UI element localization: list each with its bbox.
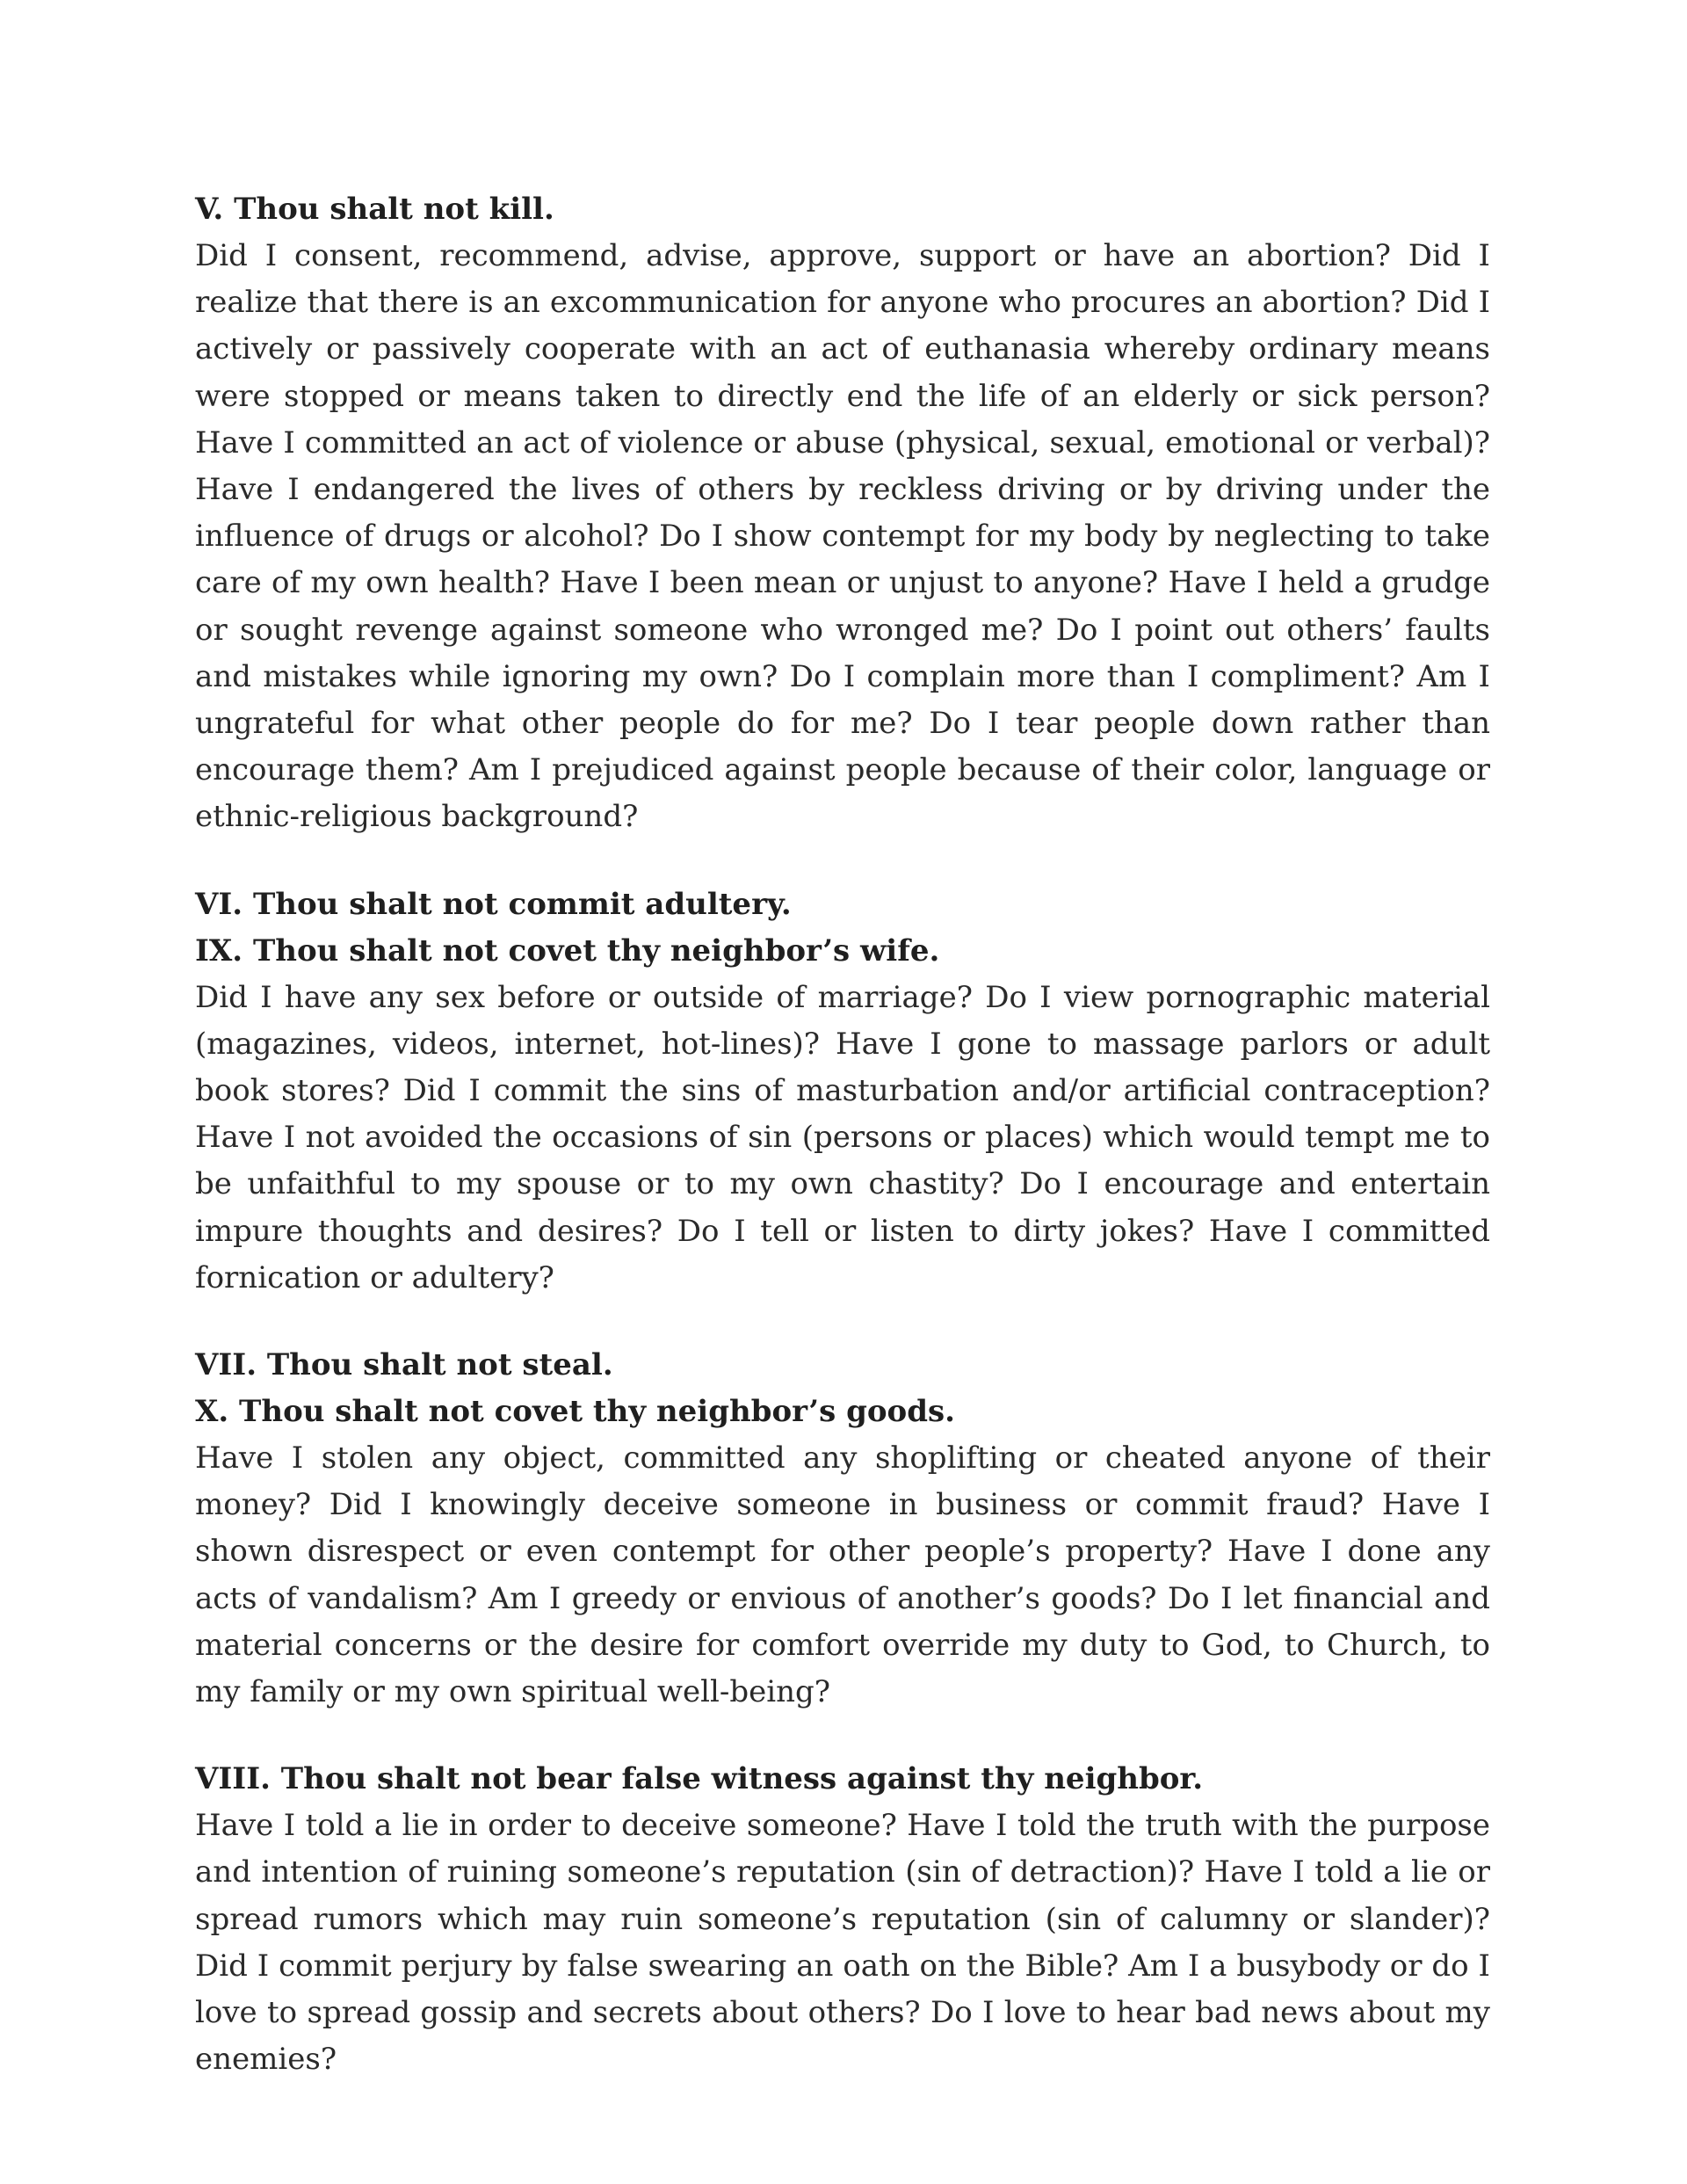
section-heading: VI. Thou shalt not commit adultery. (195, 886, 792, 922)
section-body: Have I stolen any object, committed any shoplifting or cheated anyone of their money? Did I knowingly deceive someone in business or commit fraud? Have I shown disrespect or even contempt for other people’s property? Have I done any acts of vandalism? Am I greedy or envious of another’s goods? Do I let financial and material concerns or the desire for comfort override my duty to God, to Church, to my family or my own spiritual well-being? (195, 1440, 1490, 1710)
section-fifth-commandment (195, 186, 1490, 841)
section-seventh-tenth-commandments (195, 1342, 1490, 1716)
section-body: Did I have any sex before or outside of marriage? Do I view pornographic material (magazines, videos, internet, hot-lines)? Have I gone to massage parlors or adult book stores? Did I commit the sins of masturbation and/or artificial contraception? Have I not avoided the occasions of sin (persons or places) which would tempt me to be unfaithful to my spouse or to my own chastity? Do I encourage and entertain impure thoughts and desires? Do I tell or listen to dirty jokes? Have I committed fornication or adultery? (195, 979, 1490, 1295)
section-eighth-commandment (195, 1756, 1490, 2083)
section-heading: X. Thou shalt not covet thy neighbor’s goods. (195, 1394, 955, 1430)
section-body: Have I told a lie in order to deceive someone? Have I told the truth with the purpose and intention of ruining someone’s reputation (sin of detraction)? Have I told a lie or spread rumors which may ruin someone’s reputation (sin of calumny or slander)? Did I commit perjury by false swearing an oath on the Bible? Am I a busybody or do I love to spread gossip and secrets about others? Do I love to hear bad news about my enemies? (195, 1808, 1490, 2078)
section-heading: VII. Thou shalt not steal. (195, 1347, 613, 1383)
section-heading: VIII. Thou shalt not bear false witness against thy neighbor. (195, 1761, 1204, 1797)
section-heading: IX. Thou shalt not covet thy neighbor’s wife. (195, 932, 940, 969)
section-body: Did I consent, recommend, advise, approve, support or have an abortion? Did I realize that there is an excommunication for anyone who procures an abortion? Did I actively or passively cooperate with an act of euthanasia whereby ordinary means were stopped or means taken to directly end the life of an elderly or sick person? Have I committed an act of violence or abuse (physical, sexual, emotional or verbal)? Have I endangered the lives of others by reckless driving or by driving under the influence of drugs or alcohol? Do I show contempt for my body by neglecting to take care of my own health? Have I been mean or unjust to anyone? Have I held a grudge or sought revenge against someone who wronged me? Do I point out others’ faults and mistakes while ignoring my own? Do I complain more than I compliment? Am I ungrateful for what other people do for me? Do I tear people down rather than encourage them? Am I prejudiced against people because of their color, language or ethnic-religious background? (195, 238, 1490, 835)
section-sixth-ninth-commandments (195, 882, 1490, 1302)
document-page (195, 186, 1490, 2124)
section-heading: V. Thou shalt not kill. (195, 192, 554, 227)
